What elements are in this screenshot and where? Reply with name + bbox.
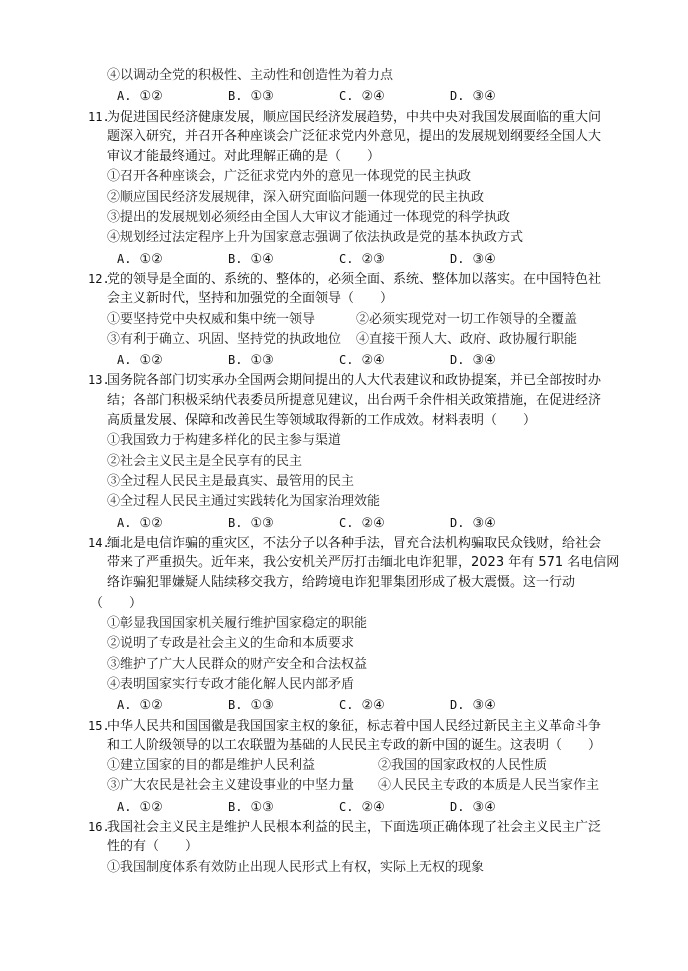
question-block (88, 817, 618, 878)
statement-row (88, 167, 618, 187)
answer-option-d[interactable] (450, 350, 561, 371)
statement-item: ①建立国家的目的都是维护人民利益 (107, 758, 316, 774)
statement-row (88, 452, 618, 472)
answer-options (88, 86, 618, 106)
answer-options (88, 797, 618, 817)
question-stem-line (88, 289, 618, 309)
answer-options (88, 249, 618, 269)
statement-item: ②社会主义民主是全民享有的民主 (107, 453, 303, 469)
option-letter: D. (450, 515, 465, 530)
statement-item: ①我国制度体系有效防止出现人民形式上有权，实际上无权的现象 (107, 859, 485, 875)
question-stem-text: 题深入研究，并召开各种座谈会广泛征求党内外意见，提出的发展规划纲要经全国人大 (107, 128, 602, 144)
question-stem-line (88, 837, 618, 857)
option-text: ①② (139, 89, 163, 105)
option-letter: D. (450, 799, 465, 814)
option-letter: B. (228, 799, 243, 814)
statement-item: ②说明了专政是社会主义的生命和本质要求 (107, 636, 355, 652)
option-text: ①② (139, 251, 163, 267)
answer-option-a[interactable] (117, 513, 228, 534)
option-letter: A. (117, 515, 132, 530)
question-stem-text: 性的有（ ） (107, 839, 199, 855)
option-text: ①③ (250, 89, 274, 105)
option-letter: D. (450, 698, 465, 713)
question-stem-text: 会主义新时代，坚持和加强党的全面领导（ ） (107, 291, 394, 307)
answer-options (88, 695, 618, 715)
option-text: ①② (139, 353, 163, 369)
answer-option-c[interactable] (339, 350, 450, 371)
statement-item: ①要坚持党中央权威和集中统一领导 (107, 311, 316, 327)
option-letter: D. (450, 251, 465, 266)
statement-row (88, 330, 618, 350)
option-text: ②③ (361, 251, 385, 267)
statement-row (88, 634, 618, 654)
statement-row (88, 472, 618, 492)
question-stem-line (88, 736, 618, 756)
question-block (88, 533, 618, 716)
option-text: ①③ (250, 799, 274, 815)
answer-option-a[interactable] (117, 797, 228, 818)
question-stem-line (88, 127, 618, 147)
question-stem-line (88, 533, 618, 553)
statement-item: ④直接干预人大、政府、政协履行职能 (356, 331, 578, 347)
statement-row (88, 492, 618, 512)
option-text: ②④ (361, 353, 385, 369)
question-number: 12. (88, 271, 110, 286)
option-text: ②④ (361, 515, 385, 531)
statement-item: ③广大农民是社会主义建设事业的中坚力量 (107, 778, 355, 794)
statement-row (88, 858, 618, 878)
answer-option-d[interactable] (450, 513, 561, 534)
option-letter: C. (339, 89, 354, 104)
question-stem-text: 审议才能最终通过。对此理解正确的是（ ） (107, 149, 381, 165)
option-text: ③④ (472, 89, 496, 105)
answer-option-c[interactable] (339, 513, 450, 534)
statement-row (88, 431, 618, 451)
question-stem-text: 结；各部门积极采纳代表委员所提意见建议，出台两千余件相关政策措施，在促进经济 (107, 392, 602, 408)
option-letter: B. (228, 515, 243, 530)
option-text: ③④ (472, 799, 496, 815)
option-letter: A. (117, 698, 132, 713)
question-stem-line (88, 391, 618, 411)
question-stem-line (88, 573, 618, 593)
question-block (88, 716, 618, 817)
question-block (88, 107, 618, 269)
answer-option-d[interactable] (450, 86, 561, 107)
option-letter: C. (339, 698, 354, 713)
answer-option-a[interactable] (117, 350, 228, 371)
answer-option-c[interactable] (339, 797, 450, 818)
question-stem-text: 为促进国民经济健康发展，顺应国民经济发展趋势，中共中央对我国发展面临的重大问 (107, 109, 602, 125)
question-stem-text: 络诈骗犯罪嫌疑人陆续移交我方，给跨境电诈犯罪集团形成了极大震慑。这一行动 (107, 575, 576, 591)
statement-row (88, 776, 618, 796)
statement-row (88, 756, 618, 776)
statement-item: ③全过程人民民主是最真实、最管用的民主 (107, 473, 355, 489)
exam-page (88, 66, 618, 878)
answer-option-d[interactable] (450, 249, 561, 270)
answer-option-b[interactable] (228, 513, 339, 534)
option-letter: B. (228, 698, 243, 713)
option-text: ②④ (361, 89, 385, 105)
option-text: ①③ (250, 353, 274, 369)
statement-row (88, 675, 618, 695)
statement-item: ③有利于确立、巩固、坚持党的执政地位 (107, 331, 342, 347)
question-number: 15. (88, 718, 110, 733)
question-stem-line (88, 716, 618, 736)
question-stem-text: 党的领导是全面的、系统的、整体的，必须全面、系统、整体加以落实。在中国特色社 (107, 271, 602, 287)
option-letter: A. (117, 799, 132, 814)
answer-option-a[interactable] (117, 695, 228, 716)
statement-item: ③维护了广大人民群众的财产安全和合法权益 (107, 656, 368, 672)
statement-item: ④以调动全党的积极性、主动性和创造性为着力点 (107, 68, 394, 83)
answer-options (88, 513, 618, 533)
question-stem-text: 缅北是电信诈骗的重灾区，不法分子以各种手法，冒充合法机构骗取民众钱财，给社会 (107, 535, 602, 551)
statement-item: ③提出的发展规划必须经由全国人大审议才能通过一体现党的科学执政 (107, 210, 511, 226)
option-text: ③④ (472, 353, 496, 369)
option-text: ①③ (250, 698, 274, 714)
answer-blank: （ ） (90, 595, 143, 611)
statement-row (88, 208, 618, 228)
question-number: 16. (88, 819, 110, 834)
option-letter: C. (339, 353, 354, 368)
question-stem-line (88, 107, 618, 127)
question-stem-line (88, 370, 618, 390)
question-stem-text: 国务院各部门切实承办全国两会期间提出的人大代表建议和政协提案，并已全部按时办 (107, 373, 602, 389)
option-letter: D. (450, 89, 465, 104)
question-block (88, 370, 618, 532)
question-number: 13. (88, 373, 110, 388)
statement-item: ①我国致力于构建多样化的民主参与渠道 (107, 433, 342, 449)
statement-item: ④全过程人民民主通过实践转化为国家治理效能 (107, 494, 381, 510)
option-text: ③④ (472, 251, 496, 267)
answer-option-d[interactable] (450, 695, 561, 716)
statement-item: ④规划经过法定程序上升为国家意志强调了依法执政是党的基本执政方式 (107, 230, 524, 246)
question-stem-line (88, 817, 618, 837)
statement-row (88, 66, 618, 86)
statement-item: ②必须实现党对一切工作领导的全覆盖 (356, 311, 578, 327)
question-number: 14. (88, 535, 110, 550)
option-letter: A. (117, 353, 132, 368)
option-letter: A. (117, 251, 132, 266)
question-stem-text: 我国社会主义民主是维护人民根本利益的民主，下面选项正确体现了社会主义民主广泛 (107, 819, 602, 835)
statement-row (88, 188, 618, 208)
statement-item: ②顺应国民经济发展规律，深入研究面临问题一体现党的民主执政 (107, 189, 485, 205)
question-stem-line (88, 411, 618, 431)
answer-option-a[interactable] (117, 86, 228, 107)
option-letter: B. (228, 251, 243, 266)
question-stem-text: 带来了严重损失。近年来，我公安机关严厉打击缅北电诈犯罪，2023 年有 571 名电信网 (107, 555, 620, 571)
answer-option-b[interactable] (228, 86, 339, 107)
answer-option-c[interactable] (339, 249, 450, 270)
answer-option-b[interactable] (228, 249, 339, 270)
statement-item: ④表明国家实行专政才能化解人民内部矛盾 (107, 676, 355, 692)
option-text: ①④ (250, 251, 274, 267)
question-stem-text: 中华人民共和国国徽是我国国家主权的象征，标志着中国人民经过新民主主义革命斗争 (107, 718, 602, 734)
question-number: 11. (88, 109, 110, 124)
option-text: ②④ (361, 698, 385, 714)
statement-row (88, 655, 618, 675)
option-text: ①③ (250, 515, 274, 531)
answer-option-d[interactable] (450, 797, 561, 818)
answer-option-b[interactable] (228, 350, 339, 371)
question-stem-text: 和工人阶级领导的以工农联盟为基础的人民民主专政的新中国的诞生。这表明（ ） (107, 737, 602, 753)
statement-row (88, 310, 618, 330)
option-text: ②④ (361, 799, 385, 815)
statement-row (88, 228, 618, 248)
question-block (88, 269, 618, 370)
answer-option-c[interactable] (339, 86, 450, 107)
answer-option-b[interactable] (228, 797, 339, 818)
option-letter: C. (339, 799, 354, 814)
answer-option-a[interactable] (117, 249, 228, 270)
option-text: ①② (139, 698, 163, 714)
option-letter: A. (117, 89, 132, 104)
answer-option-c[interactable] (339, 695, 450, 716)
answer-option-b[interactable] (228, 695, 339, 716)
option-letter: D. (450, 353, 465, 368)
statement-row (88, 614, 618, 634)
option-text: ③④ (472, 698, 496, 714)
question-stem-text: 高质量发展、保障和改善民生等领域取得新的工作成效。材料表明（ ） (107, 413, 537, 429)
question-stem-line (88, 147, 618, 167)
option-letter: B. (228, 89, 243, 104)
option-text: ①② (139, 515, 163, 531)
option-text: ①② (139, 799, 163, 815)
option-text: ③④ (472, 515, 496, 531)
option-letter: B. (228, 353, 243, 368)
statement-item: ①彰显我国国家机关履行维护国家稳定的职能 (107, 616, 368, 632)
question-stem-line (88, 269, 618, 289)
statement-item: ①召开各种座谈会，广泛征求党内外的意见一体现党的民主执政 (107, 169, 472, 185)
statement-item: ④人民民主专政的本质是人民当家作主 (378, 778, 600, 794)
question-stem-line (88, 553, 618, 573)
question-block (88, 66, 618, 107)
option-letter: C. (339, 251, 354, 266)
statement-item: ②我国的国家政权的人民性质 (378, 758, 548, 774)
option-letter: C. (339, 515, 354, 530)
answer-options (88, 350, 618, 370)
